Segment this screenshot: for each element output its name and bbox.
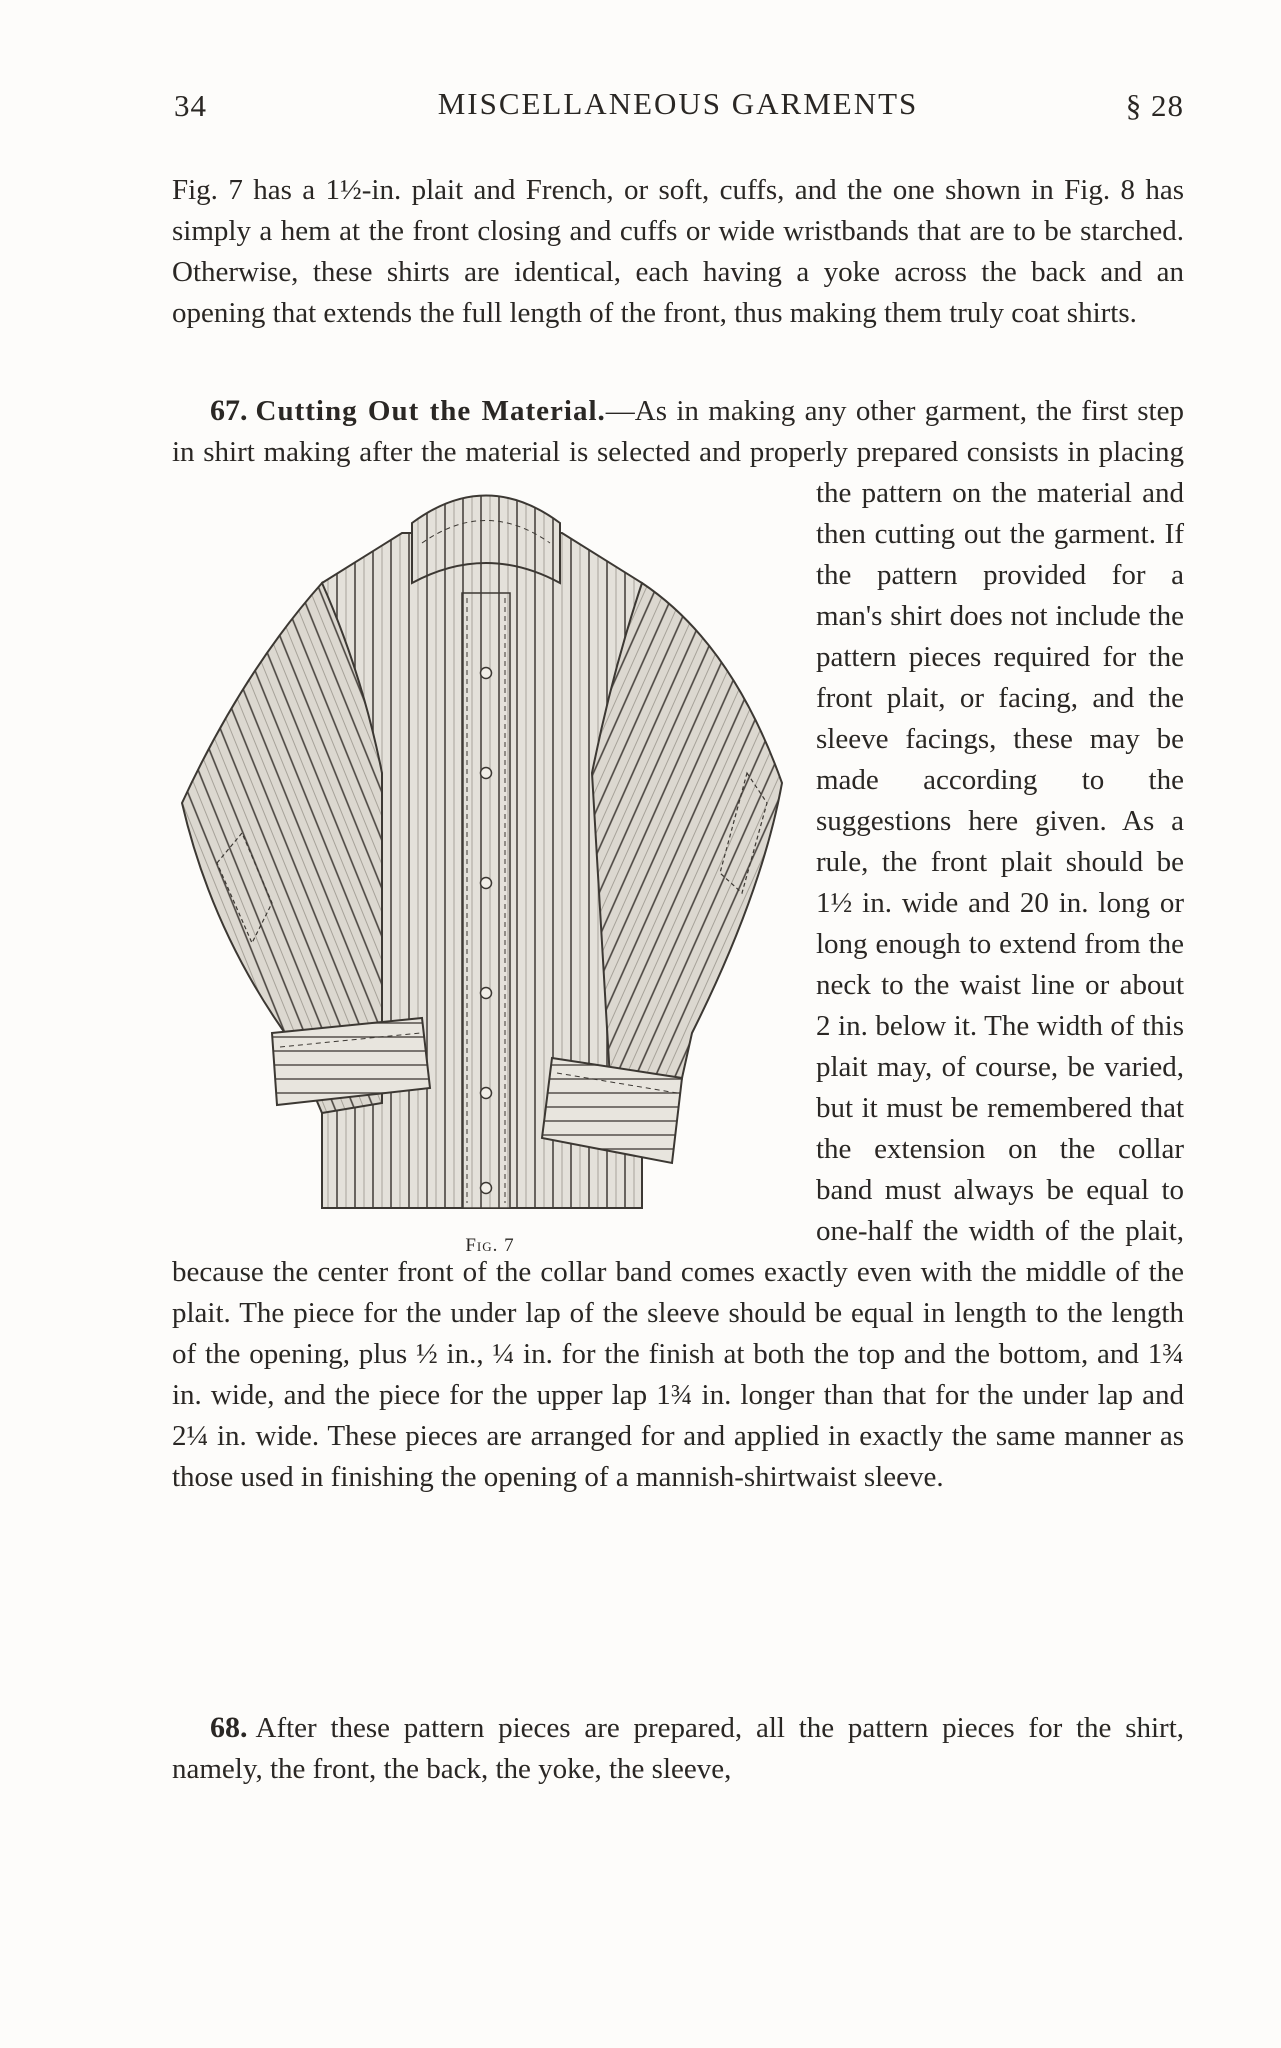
figure-caption: Fig. 7: [465, 1235, 515, 1256]
section-number: § 28: [1125, 88, 1184, 123]
paragraph-number-68: 68.: [210, 1711, 248, 1744]
running-title: MISCELLANEOUS GARMENTS: [437, 86, 919, 121]
paragraph-67-lead: —As in making any other garment, the first step in shirt making after the material is selected and properly prepared consists in placing the pattern on the material: [172, 395, 1184, 509]
paragraph-68-text: After these pattern pieces are prepared, all the pattern pieces for the shirt, namely, the front, the back, the yoke, the sleeve,: [172, 1712, 1184, 1785]
shirt-button: [481, 878, 492, 889]
front-plait: [462, 593, 510, 1208]
figure-7: [172, 473, 808, 1256]
shirt-button: [481, 988, 492, 999]
paragraph-number-67: 67.: [210, 394, 248, 427]
shirt-button: [481, 1183, 492, 1194]
shirt-button: [481, 1088, 492, 1099]
shirt-button: [481, 668, 492, 679]
paragraph-67: [172, 390, 1184, 1498]
side-heading: Cutting Out the Material.: [255, 395, 606, 427]
paragraph-68: [172, 1707, 1184, 1790]
paragraph-67-continued: and then cutting out the garment. If the pattern provided for a man's shirt does not include the pattern pieces required for the front plait, or facing, and the sleeve facings, these may be made according to the suggestions here given. As a rule, the front plait should be 1½ in. wide and 20 in. long or long enough to extend from the neck to the waist line or about 2 in. below it. The width of this plait may, of course, be varied, but it must be remembered that the extension on the collar band must always be equal to one-half the width of the plait, because the center front of the collar band comes exactly even with the middle of the plait. The piece for the under lap of the sleeve should be equal in length to the length of the opening, plus ½ in., ¼ in. for the finish at both the top and the bottom, and 1¾ in. wide, and the piece for the upper lap 1¾ in. longer than that for the under lap and 2¼ in. wide. These pieces are arranged for and applied in exactly the same manner as those used in finishing the opening of a mannish-shirtwaist sleeve.: [172, 477, 1184, 1493]
paragraph-continuation: Fig. 7 has a 1½-in. plait and French, or soft, cuffs, and the one shown in Fig. 8 has simply a hem at the front closing and cuffs or wide wristbands that are to be starched. Otherwise, these shirts are identical, each having a yoke across the back and an opening that extends the full length of the front, thus making them truly coat shirts.: [172, 174, 1184, 329]
shirt-button: [481, 768, 492, 779]
running-header: [172, 84, 1184, 128]
page-number: 34: [174, 88, 207, 123]
shirt-illustration: [172, 473, 808, 1225]
